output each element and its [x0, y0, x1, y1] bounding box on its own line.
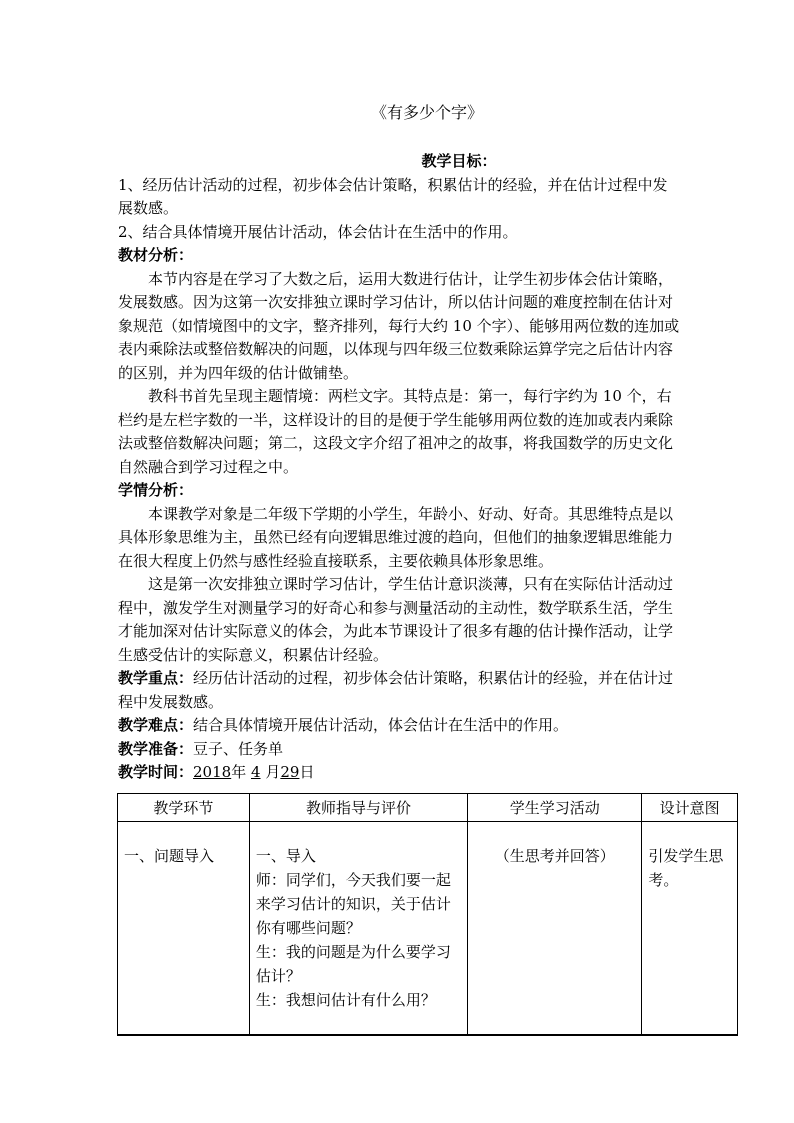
teaching-time: [118, 761, 680, 785]
difficulty-text: 结合具体情境开展估计活动，体会估计在生活中的作用。: [193, 716, 569, 734]
material-paragraph-2: 教科书首先呈现主题情境：两栏文字。其特点是：第一，每行字约为 10 个，右栏约是左栏字数的一半，这样设计的目的是便于学生能够用两位数的连加或表内乘除法或整倍数解决问题；第二，这段文字介绍了祖冲之的故事，将我国数学的历史文化自然融合到学习过程之中。: [118, 387, 674, 476]
teacher-line: 师：同学们，今天我们要一起来学习估计的知识，关于估计你有哪些问题？: [255, 871, 451, 937]
key-point-label: 教学重点：: [118, 669, 194, 687]
table-header-row: [118, 794, 738, 822]
header-teacher: 教师指导与评价: [249, 794, 467, 822]
preparation-text: 豆子、任务单: [193, 739, 284, 758]
students-paragraph-1: 本课教学对象是二年级下学期的小学生，年龄小、好动、好奇。其思维特点是以具体形象思维为主，虽然已经有向逻辑思维过渡的趋向，但他们的抽象逻辑思维能力在很大程度上仍然与感性经验直接联系，主要依赖具体形象思维。: [118, 504, 674, 570]
lesson-table: [117, 793, 738, 1036]
time-day: 29: [280, 763, 300, 781]
material-heading: 教材分析：: [118, 246, 194, 264]
cell-teacher: [249, 822, 467, 1036]
header-student: 学生学习活动: [468, 794, 642, 822]
cell-intent: 引发学生思考。: [642, 822, 738, 1036]
preparation: [118, 738, 680, 762]
document-body: [118, 150, 680, 785]
goal-item-1: 1、经历估计活动的过程，初步体会估计策略，积累估计的经验，并在估计过程中发展数感。: [118, 175, 668, 217]
teacher-line: 生：我的问题是为什么要学习估计？: [255, 943, 451, 985]
difficulty: [118, 714, 680, 738]
cell-student: （生思考并回答）: [468, 822, 642, 1036]
time-year: 2018: [193, 763, 232, 781]
table-row: [118, 822, 738, 1036]
header-stage: 教学环节: [118, 794, 250, 822]
key-point: [118, 667, 680, 714]
students-paragraph-2: 这是第一次安排独立课时学习估计，学生估计意识淡薄，只有在实际估计活动过程中，激发学生对测量学习的好奇心和参与测量活动的主动性，数学联系生活，学生才能加深对估计实际意义的体会，为此本节课设计了很多有趣的估计操作活动，让学生感受估计的实际意义，积累估计经验。: [118, 575, 674, 664]
students-heading: 学情分析：: [118, 481, 194, 499]
time-month: 4: [251, 763, 261, 781]
teacher-line: 生：我想问估计有什么用？: [255, 991, 436, 1009]
material-paragraph-1: 本节内容是在学习了大数之后，运用大数进行估计，让学生初步体会估计策略，发展数感。因为这第一次安排独立课时学习估计，所以估计问题的难度控制在估计对象规范（如情境图中的文字，整齐排列，每行大约 10 个字）、能够用两位数的连加或表内乘除法或整倍数解决的问题，以体现与四年级三位数乘除运算学完之后估计内容的区别，并为四年级的估计做铺垫。: [118, 269, 680, 382]
difficulty-label: 教学难点：: [118, 716, 194, 734]
preparation-label: 教学准备：: [118, 739, 194, 758]
key-point-text: 经历估计活动的过程，初步体会估计策略，积累估计的经验，并在估计过程中发展数感。: [118, 669, 674, 711]
goals-heading: 教学目标：: [421, 152, 497, 170]
teaching-time-label: 教学时间：: [118, 763, 194, 781]
time-day-unit: 日: [299, 763, 315, 781]
document-title: 《有多少个字》: [370, 103, 483, 122]
teacher-line: 一、导入: [255, 847, 316, 865]
time-month-unit: 月: [265, 763, 281, 781]
cell-stage: 一、问题导入: [118, 822, 250, 1036]
goal-item-2: 2、结合具体情境开展估计活动，体会估计在生活中的作用。: [118, 222, 518, 241]
time-year-unit: 年: [231, 763, 247, 781]
header-intent: 设计意图: [642, 794, 738, 822]
